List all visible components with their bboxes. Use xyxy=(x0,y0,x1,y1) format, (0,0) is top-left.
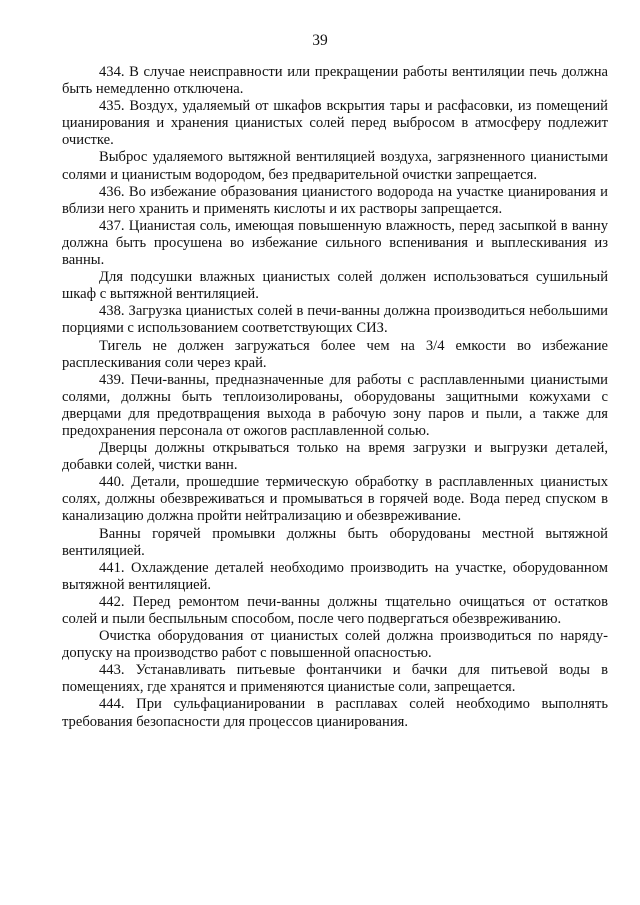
document-body xyxy=(62,64,608,731)
paragraph-440: 440. Детали, прошедшие термическую обработку в расплавленных цианистых солях, должны обезвреживаться и промываться в горячей воде. Вода перед спуском в канализацию должна пройти нейтрализацию и обезвреживание. xyxy=(62,474,608,525)
page-number: 39 xyxy=(312,32,328,49)
paragraph-444: 444. При сульфацианировании в расплавах солей необходимо выполнять требования безопасности для процессов цианирования. xyxy=(62,696,608,730)
paragraph-441: 441. Охлаждение деталей необходимо производить на участке, оборудованном вытяжной вентиляцией. xyxy=(62,559,608,593)
paragraph-436: 436. Во избежание образования цианистого водорода на участке цианирования и вблизи него хранить и применять кислоты и их растворы запрещается. xyxy=(62,183,608,217)
paragraph-437-drying: Для подсушки влажных цианистых солей должен использоваться сушильный шкаф с вытяжной вентиляцией. xyxy=(62,269,608,303)
paragraph-438-crucible: Тигель не должен загружаться более чем на 3/4 емкости во избежание расплескивания соли через край. xyxy=(62,337,608,371)
paragraph-443: 443. Устанавливать питьевые фонтанчики и бачки для питьевой воды в помещениях, где хранятся и применяются цианистые соли, запрещается. xyxy=(62,662,608,696)
paragraph-439-doors: Дверцы должны открываться только на время загрузки и выгрузки деталей, добавки солей, чистки ванн. xyxy=(62,440,608,474)
paragraph-435-exhaust: Выброс удаляемого вытяжной вентиляцией воздуха, загрязненного цианистыми солями и цианистым водородом, без предварительной очистки запрещается. xyxy=(62,149,608,183)
paragraph-435: 435. Воздух, удаляемый от шкафов вскрытия тары и расфасовки, из помещений цианирования и хранения цианистых солей перед выбросом в атмосферу подлежит очистке. xyxy=(62,98,608,149)
paragraph-439: 439. Печи-ванны, предназначенные для работы с расплавленными цианистыми солями, должны быть теплоизолированы, оборудованы защитными кожухами с дверцами для предотвращения выхода в рабочую зону паров и пыли, а также для предохранения персонала от ожогов расплавленной солью. xyxy=(62,371,608,439)
paragraph-438: 438. Загрузка цианистых солей в печи-ванны должна производиться небольшими порциями с использованием соответствующих СИЗ. xyxy=(62,303,608,337)
paragraph-434: 434. В случае неисправности или прекращении работы вентиляции печь должна быть немедленно отключена. xyxy=(62,64,608,98)
paragraph-442-cleaning: Очистка оборудования от цианистых солей должна производиться по наряду-допуску на производство работ с повышенной опасностью. xyxy=(62,628,608,662)
paragraph-437: 437. Цианистая соль, имеющая повышенную влажность, перед засыпкой в ванну должна быть просушена во избежание сильного вспенивания и выплескивания из ванны. xyxy=(62,217,608,269)
paragraph-440-rinse-baths: Ванны горячей промывки должны быть оборудованы местной вытяжной вентиляцией. xyxy=(62,525,608,559)
paragraph-442: 442. Перед ремонтом печи-ванны должны тщательно очищаться от остатков солей и пыли беспыльным способом, после чего подвергаться обезвреживанию. xyxy=(62,593,608,627)
